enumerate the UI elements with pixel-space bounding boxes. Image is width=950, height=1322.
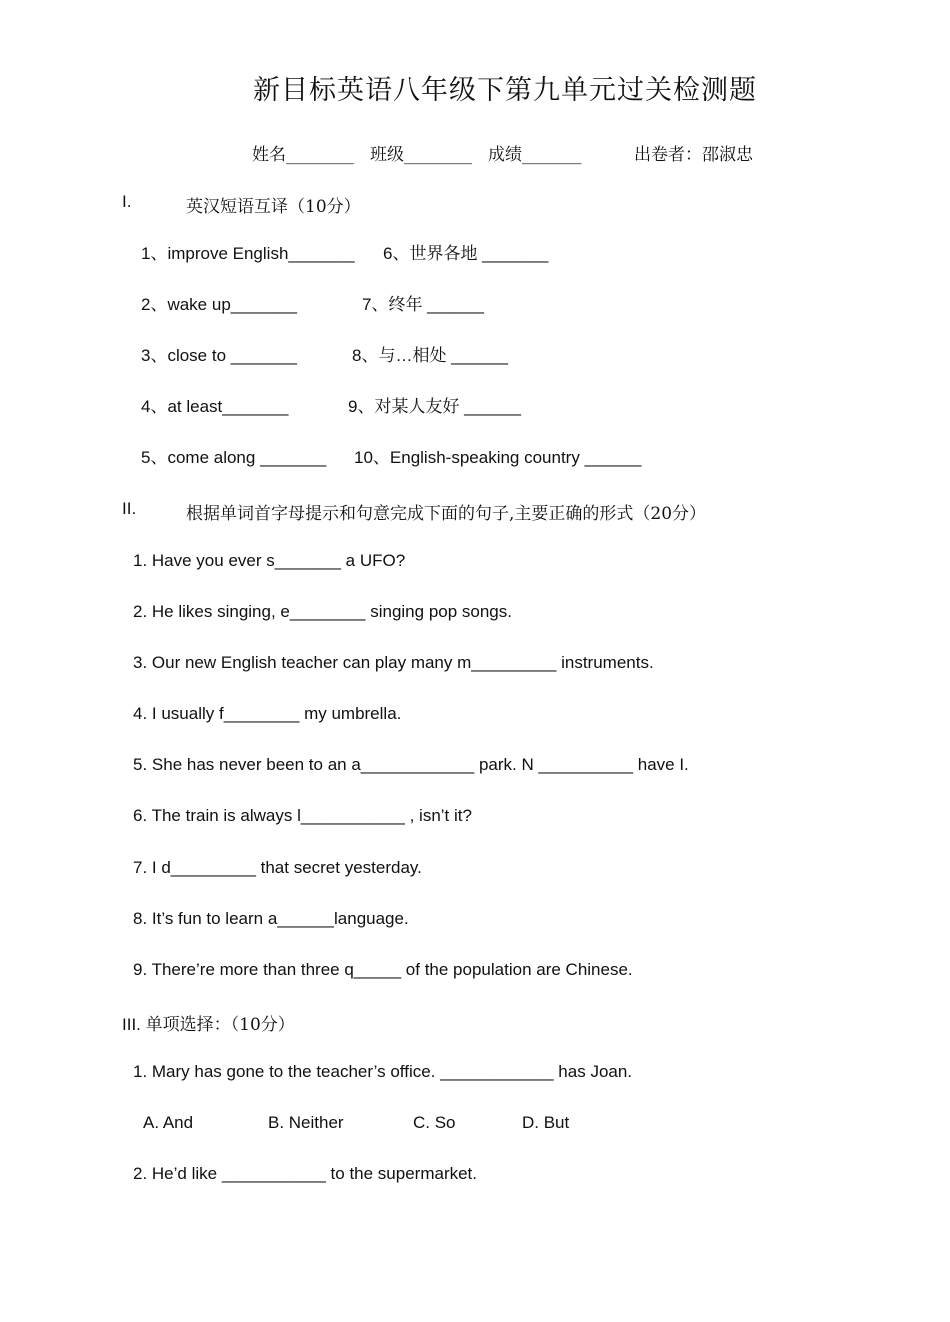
section-3-header xyxy=(122,1010,295,1035)
section-3-number: III. xyxy=(122,1015,141,1034)
section-2-heading: 根据单词首字母提示和句意完成下面的句子,主要正确的形式（20分） xyxy=(186,504,707,524)
score-field-label: 成绩_______ xyxy=(488,145,582,165)
name-field-label: 姓名________ xyxy=(252,145,354,165)
option-b: B. Neither xyxy=(268,1113,344,1132)
section-2-item: 8. It’s fun to learn a______language. xyxy=(133,909,409,928)
section-1-item-right: 6、世界各地 _______ xyxy=(383,244,549,263)
option-c: C. So xyxy=(413,1113,456,1132)
section-3-question: 1. Mary has gone to the teacher’s office. ____________ has Joan. xyxy=(133,1062,633,1081)
option-a: A. And xyxy=(143,1113,194,1132)
section-2-item: 1. Have you ever s_______ a UFO? xyxy=(133,551,406,570)
section-1-item-left: 3、close to _______ xyxy=(141,346,297,365)
section-1-item-right: 8、与…相处 ______ xyxy=(352,346,508,365)
section-1-item-right: 7、终年 ______ xyxy=(362,295,484,314)
author-label: 出卷者：邵淑忠 xyxy=(634,145,753,165)
section-2-item: 4. I usually f________ my umbrella. xyxy=(133,704,402,723)
section-2-item: 7. I d_________ that secret yesterday. xyxy=(133,858,422,877)
section-1-item-right: 10、English-speaking country ______ xyxy=(354,448,642,467)
section-2-item: 6. The train is always l___________ , isn’t it? xyxy=(133,806,472,825)
section-1-number: I. xyxy=(122,192,132,211)
section-2-item: 5. She has never been to an a____________ park. N __________ have I. xyxy=(133,755,689,774)
section-1-heading: 英汉短语互译（10分） xyxy=(186,197,361,217)
section-2-item: 2. He likes singing, e________ singing pop songs. xyxy=(133,602,512,621)
section-1-item-left: 1、improve English_______ xyxy=(141,244,355,263)
option-d: D. But xyxy=(522,1113,570,1132)
page-title: 新目标英语八年级下第九单元过关检测题 xyxy=(253,75,757,106)
section-2-number: II. xyxy=(122,499,137,518)
section-1-item-left: 5、come along _______ xyxy=(141,448,327,467)
section-1-item-right: 9、对某人友好 ______ xyxy=(348,397,521,416)
section-3-heading: 单项选择：（10分） xyxy=(145,1015,295,1035)
section-1-item-left: 4、at least_______ xyxy=(141,397,289,416)
section-1-item-left: 2、wake up_______ xyxy=(141,295,297,314)
section-2-item: 9. There’re more than three q_____ of the population are Chinese. xyxy=(133,960,633,979)
section-3-question: 2. He’d like ___________ to the supermarket. xyxy=(133,1164,478,1183)
class-field-label: 班级________ xyxy=(370,145,472,165)
section-2-item: 3. Our new English teacher can play many m_________ instruments. xyxy=(133,653,654,672)
